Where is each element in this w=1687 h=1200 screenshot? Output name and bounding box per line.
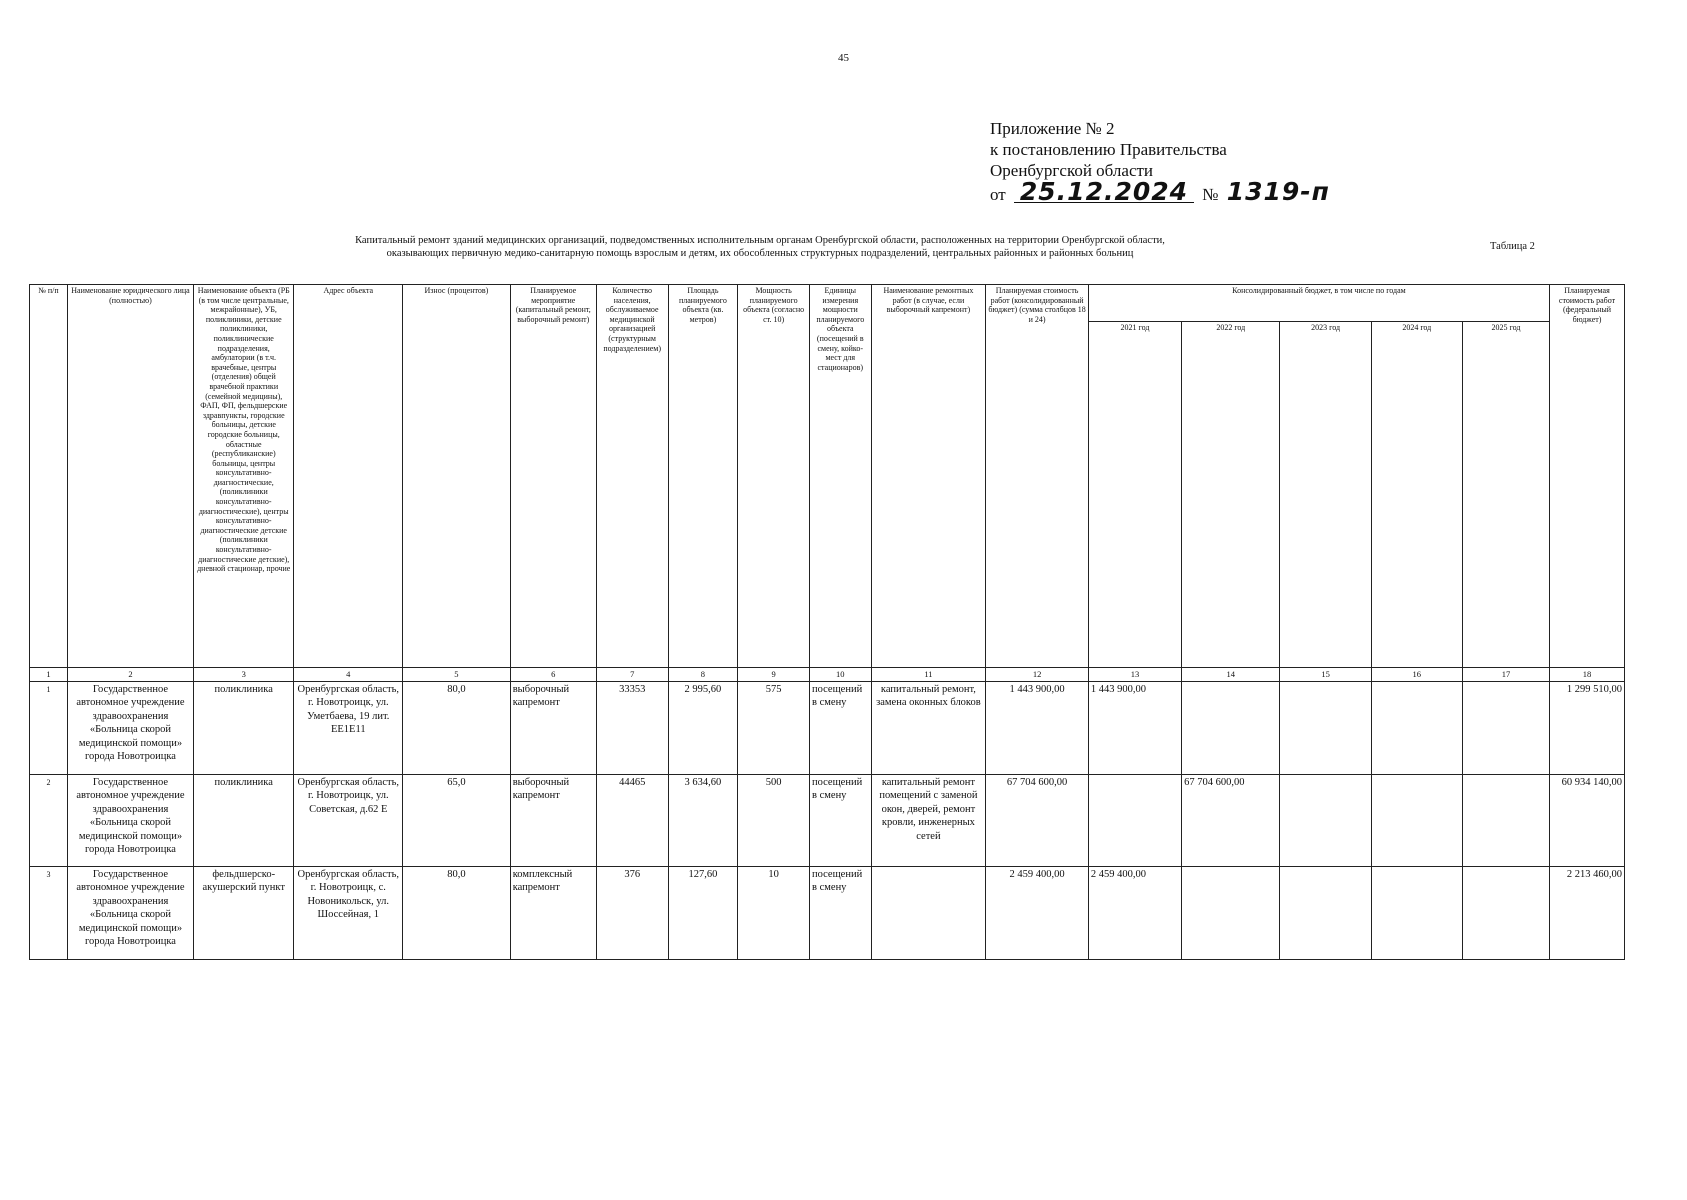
table-row [30,681,1625,774]
capacity-unit: посещений в смену [810,774,872,866]
header-capacity: Мощность планируемого объекта (согласно ст. 10) [738,285,810,668]
org-name: Государственное автономное учреждение здравоохранения «Больница скорой медицинской помощи» города Новотроицка [67,774,193,866]
federal-cost: 2 213 460,00 [1550,866,1625,959]
col-number: 17 [1462,668,1549,682]
area: 127,60 [668,866,738,959]
budget-2021 [1088,774,1181,866]
table-row [30,866,1625,959]
budget-2024 [1371,681,1462,774]
capacity: 575 [738,681,810,774]
appendix-date-line [990,177,1345,206]
col-number: 2 [67,668,193,682]
object-address: Оренбургская область, г. Новотроицк, ул. Советская, д.62 Е [294,774,403,866]
capacity: 500 [738,774,810,866]
table-row [30,774,1625,866]
repair-table [29,284,1625,960]
area: 3 634,60 [668,774,738,866]
title-line-1: Капитальный ремонт зданий медицинских организаций, подведомственных исполнительным органам Оренбургской области, расположенных на территории Оренбургской области, [355,235,1165,246]
population: 33353 [596,681,668,774]
col-number: 3 [194,668,294,682]
header-address: Адрес объекта [294,285,403,668]
header-unit: Единицы измерения мощности планируемого объекта (посещений в смену, койко-мест для стационаров) [810,285,872,668]
object-type: фельдшерско-акушерский пункт [194,866,294,959]
header-num: № п/п [30,285,68,668]
planned-event: выборочный капремонт [510,774,596,866]
header-object: Наименование объекта (РБ (в том числе центральные, межрайонные), УБ, поликлиники, детские поликлиники, поликлинические подразделения, амбулатории (в т.ч. врачебные, центры (отделения) общей врачебной практики (семейной медицины), ФАП, ФП, фельдшерские здравпункты, городские больницы, детские городские больницы, областные (республиканские) больницы, центры консультативно-диагностические, (поликлиники консультативно-диагностические), центры консультативно-диагностические детские (поликлиники консультативно-диагностические детские), дневной стационар, прочие [194,285,294,668]
budget-2024 [1371,866,1462,959]
budget-2023 [1280,681,1371,774]
title-line-2: оказывающих первичную медико-санитарную помощь взрослым и детям, их обособленных структурных подразделений, центральных районных и районных больниц [386,248,1134,259]
header-event: Планируемое мероприятие (капитальный ремонт, выборочный ремонт) [510,285,596,668]
area: 2 995,60 [668,681,738,774]
header-org: Наименование юридического лица (полностью) [67,285,193,668]
handwritten-date: 25.12.2024 [1014,181,1194,203]
row-number: 2 [30,774,68,866]
col-number: 5 [403,668,511,682]
header-year-2025: 2025 год [1462,322,1549,668]
budget-2021: 2 459 400,00 [1088,866,1181,959]
header-year-2024: 2024 год [1371,322,1462,668]
row-number: 1 [30,681,68,774]
col-number: 6 [510,668,596,682]
repair-works [871,866,986,959]
budget-2022 [1182,681,1280,774]
col-number: 4 [294,668,403,682]
header-works: Наименование ремонтных работ (в случае, если выборочный капремонт) [871,285,986,668]
col-number: 7 [596,668,668,682]
planned-event: комплексный капремонт [510,866,596,959]
col-number: 12 [986,668,1089,682]
col-number: 8 [668,668,738,682]
planned-cost: 1 443 900,00 [986,681,1089,774]
col-number: 11 [871,668,986,682]
appendix-line-1: Приложение № 2 [990,119,1115,138]
org-name: Государственное автономное учреждение здравоохранения «Больница скорой медицинской помощи» города Новотроицка [67,866,193,959]
document-title [250,234,1270,260]
header-consolidated-group: Консолидированный бюджет, в том числе по годам [1088,285,1549,322]
repair-works: капитальный ремонт помещений с заменой окон, дверей, ремонт кровли, инженерных сетей [871,774,986,866]
budget-2022: 67 704 600,00 [1182,774,1280,866]
col-number: 13 [1088,668,1181,682]
population: 44465 [596,774,668,866]
budget-2022 [1182,866,1280,959]
col-number: 9 [738,668,810,682]
wear-percent: 80,0 [403,681,511,774]
federal-cost: 1 299 510,00 [1550,681,1625,774]
header-federal: Планируемая стоимость работ (федеральный бюджет) [1550,285,1625,668]
col-number: 18 [1550,668,1625,682]
row-number: 3 [30,866,68,959]
object-type: поликлиника [194,774,294,866]
budget-2025 [1462,681,1549,774]
col-number: 10 [810,668,872,682]
appendix-line-3: Оренбургской области [990,161,1154,180]
planned-cost: 2 459 400,00 [986,866,1089,959]
wear-percent: 65,0 [403,774,511,866]
col-number: 15 [1280,668,1371,682]
header-population: Количество населения, обслуживаемое медицинской организацией (структурным подразделением) [596,285,668,668]
col-number: 1 [30,668,68,682]
budget-2021: 1 443 900,00 [1088,681,1181,774]
appendix-block [990,118,1345,205]
capacity-unit: посещений в смену [810,866,872,959]
col-number: 16 [1371,668,1462,682]
appendix-line-2: к постановлению Правительства [990,140,1227,159]
number-label: № [1202,185,1219,204]
org-name: Государственное автономное учреждение здравоохранения «Больница скорой медицинской помощи» города Новотроицка [67,681,193,774]
header-cost: Планируемая стоимость работ (консолидированный бюджет) (сумма столбцов 18 и 24) [986,285,1089,668]
header-year-2022: 2022 год [1182,322,1280,668]
capacity: 10 [738,866,810,959]
col-number: 14 [1182,668,1280,682]
budget-2023 [1280,774,1371,866]
object-address: Оренбургская область, г. Новотроицк, с. Новоникольск, ул. Шоссейная, 1 [294,866,403,959]
object-type: поликлиника [194,681,294,774]
budget-2025 [1462,866,1549,959]
federal-cost: 60 934 140,00 [1550,774,1625,866]
header-area: Площадь планируемого объекта (кв. метров) [668,285,738,668]
budget-2023 [1280,866,1371,959]
population: 376 [596,866,668,959]
from-label: от [990,185,1006,204]
table-label: Таблица 2 [1490,241,1535,252]
header-row-1 [30,285,1625,322]
handwritten-number: 1319-п [1226,177,1330,206]
wear-percent: 80,0 [403,866,511,959]
planned-event: выборочный капремонт [510,681,596,774]
capacity-unit: посещений в смену [810,681,872,774]
budget-2025 [1462,774,1549,866]
header-year-2021: 2021 год [1088,322,1181,668]
header-year-2023: 2023 год [1280,322,1371,668]
repair-works: капитальный ремонт, замена оконных блоков [871,681,986,774]
budget-2024 [1371,774,1462,866]
object-address: Оренбургская область, г. Новотроицк, ул. Уметбаева, 19 лит. ЕЕ1Е11 [294,681,403,774]
header-wear: Износ (процентов) [403,285,511,668]
planned-cost: 67 704 600,00 [986,774,1089,866]
column-number-row [30,668,1625,682]
page-number: 45 [838,52,849,64]
